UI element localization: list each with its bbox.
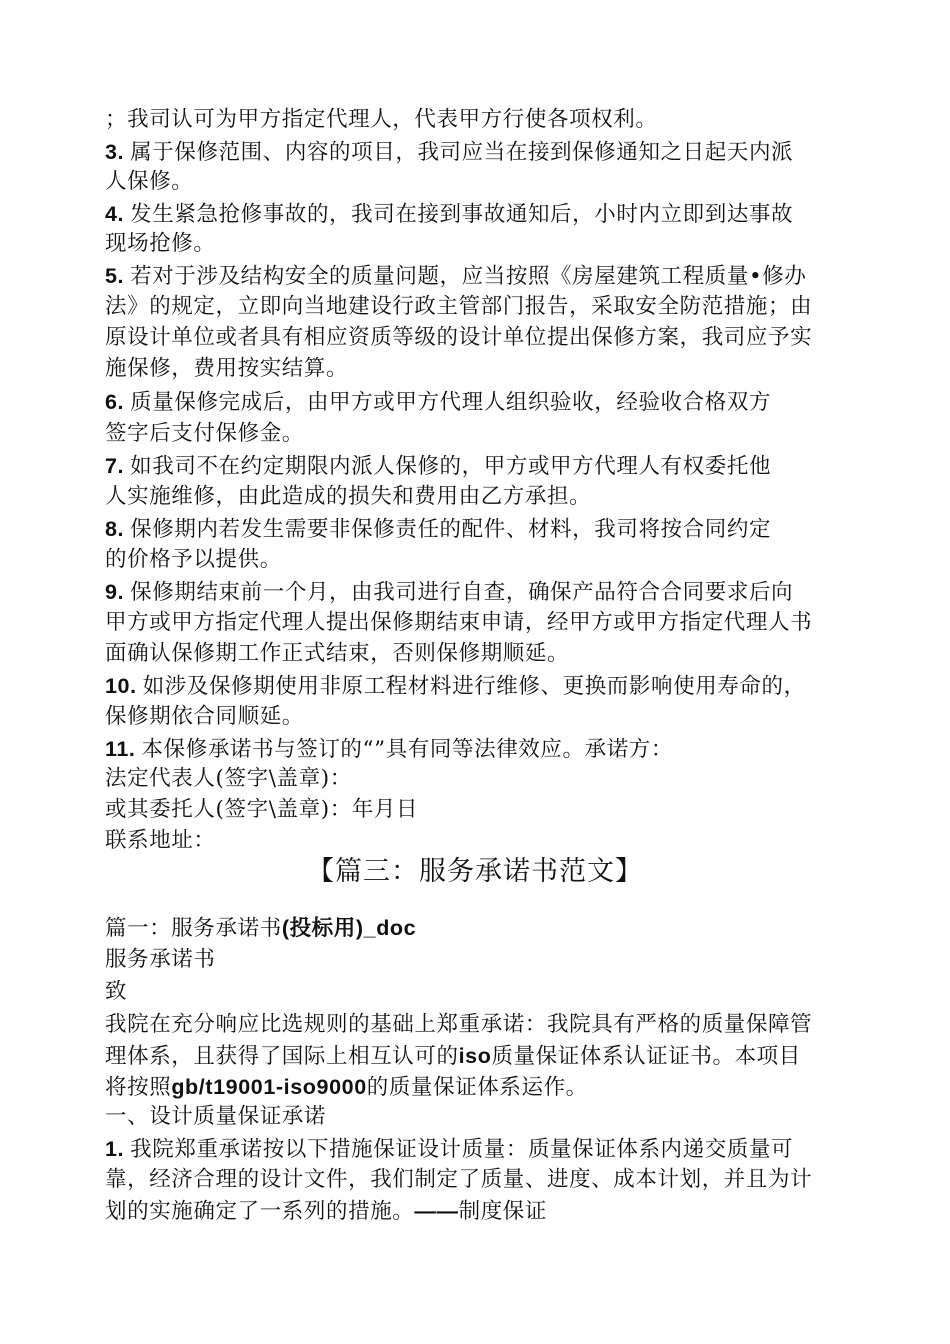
text-line: 理体系，且获得了国际上相互认可的iso质量保证体系认证证书。本项目	[105, 1044, 801, 1069]
addressee: 致	[105, 979, 128, 1004]
list-item-10: 10. 如涉及保修期使用非原工程材料进行维修、更换而影响使用寿命的，	[105, 674, 806, 699]
text-line: 将按照gb/t19001-iso9000的质量保证体系运作。	[105, 1075, 588, 1100]
list-item-7: 7. 如我司不在约定期限内派人保修的，甲方或甲方代理人有权委托他	[105, 454, 772, 479]
item-number: 1.	[105, 1137, 125, 1161]
text-line: 签字后支付保修金。	[105, 421, 304, 446]
section-heading: 【篇三：服务承诺书范文】	[307, 856, 643, 887]
item-number: 8.	[105, 517, 125, 541]
signature-line-legal-rep: 法定代表人(签字\盖章)：	[105, 766, 352, 791]
text-line: 人实施维修，由此造成的损失和费用由乙方承担。	[105, 484, 592, 509]
text-line: 原设计单位或者具有相应资质等级的设计单位提出保修方案，我司应予实	[105, 325, 813, 350]
item-number: 5.	[105, 264, 125, 288]
text-line: 的价格予以提供。	[105, 547, 282, 572]
item-number: 9.	[105, 580, 125, 604]
list-item-8: 8. 保修期内若发生需要非保修责任的配件、材料，我司将按合同约定	[105, 517, 772, 542]
text-line: 划的实施确定了一系列的措施。——制度保证	[105, 1199, 548, 1224]
item-number: 11.	[105, 737, 136, 761]
signature-line-agent: 或其委托人(签字\盖章)：年月日	[105, 797, 419, 822]
item-number: 7.	[105, 454, 125, 478]
list-item-1: 1. 我院郑重承诺按以下措施保证设计质量：质量保证体系内递交质量可	[105, 1137, 794, 1162]
subsection-heading: 一、设计质量保证承诺	[105, 1104, 327, 1129]
list-item-11: 11. 本保修承诺书与签订的“”具有同等法律效应。承诺方：	[105, 737, 674, 762]
contact-address: 联系地址：	[105, 828, 216, 853]
list-item-5: 5. 若对于涉及结构安全的质量问题，应当按照《房屋建筑工程质量•修办	[105, 264, 807, 289]
list-item-6: 6. 质量保修完成后，由甲方或甲方代理人组织验收，经验收合格双方	[105, 390, 772, 415]
text-line: 人保修。	[105, 169, 194, 194]
text-line: ；我司认可为甲方指定代理人，代表甲方行使各项权利。	[105, 107, 658, 132]
item-number: 4.	[105, 202, 125, 226]
text-line: 面确认保修期工作正式结束，否则保修期顺延。	[105, 641, 570, 666]
item-number: 3.	[105, 140, 125, 164]
text-line: 保修期依合同顺延。	[105, 704, 304, 729]
text-line: 我院在充分响应比选规则的基础上郑重承诺：我院具有严格的质量保障管	[105, 1012, 813, 1037]
text-line: 施保修，费用按实结算。	[105, 356, 349, 381]
list-item-9: 9. 保修期结束前一个月，由我司进行自查，确保产品符合合同要求后向	[105, 580, 794, 605]
item-number: 10.	[105, 674, 137, 698]
doc-title: 篇一：服务承诺书(投标用)_doc	[105, 916, 417, 941]
text-line: 甲方或甲方指定代理人提出保修期结束申请，经甲方或甲方指定代理人书	[105, 610, 813, 635]
item-number: 6.	[105, 390, 125, 414]
list-item-3: 3. 属于保修范围、内容的项目，我司应当在接到保修通知之日起天内派	[105, 140, 794, 165]
text-line: 靠，经济合理的设计文件，我们制定了质量、进度、成本计划，并且为计	[105, 1167, 813, 1192]
text-line: 法》的规定，立即向当地建设行政主管部门报告，采取安全防范措施；由	[105, 294, 813, 319]
list-item-4: 4. 发生紧急抢修事故的，我司在接到事故通知后，小时内立即到达事故	[105, 202, 794, 227]
doc-subtitle: 服务承诺书	[105, 947, 216, 972]
text-line: 现场抢修。	[105, 231, 216, 256]
